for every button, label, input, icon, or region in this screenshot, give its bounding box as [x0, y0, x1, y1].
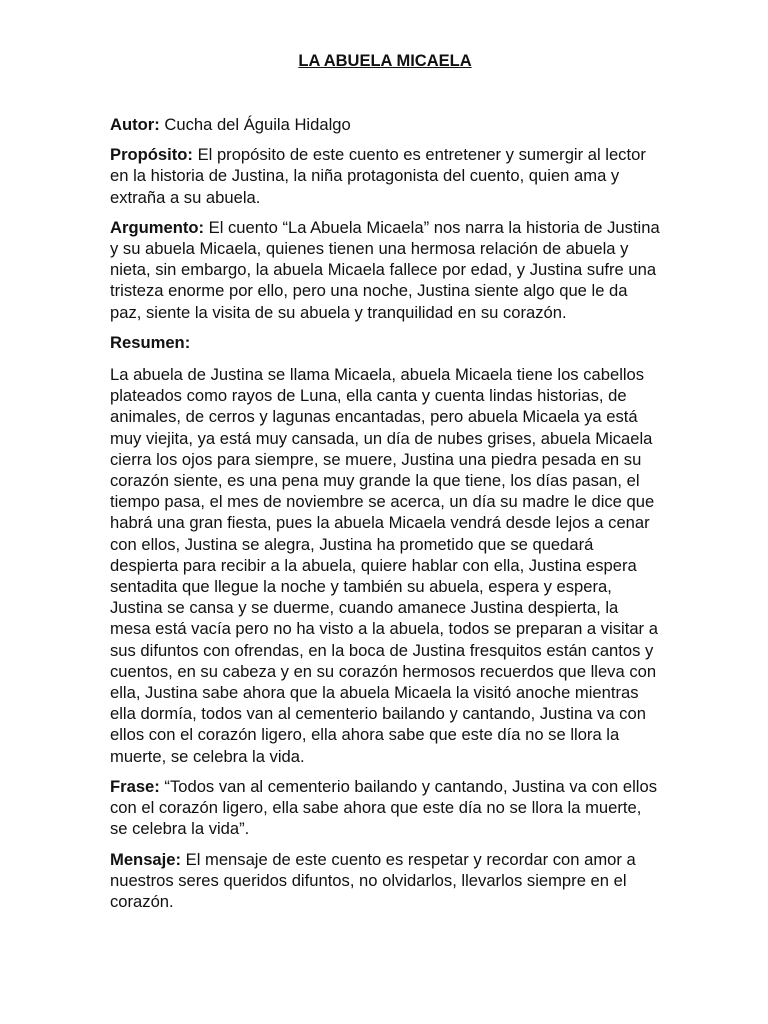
- resumen-paragraph: La abuela de Justina se llama Micaela, abuela Micaela tiene los cabellos plateados como rayos de Luna, ella canta y cuenta lindas historias, de animales, de cerros y lagunas encantadas, pero abuela Micaela ya está muy viejita, ya está muy cansada, un día de nubes grises, abuela Micaela cierra los ojos para siempre, se muere, Justina una piedra pesada en su corazón siente, es una pena muy grande la que tiene, los días pasan, el tiempo pasa, el mes de noviembre se acerca, un día su madre le dice que habrá una gran fiesta, pues la abuela Micaela vendrá desde lejos a cenar con ellos, Justina se alegra, Justina ha prometido que se quedará despierta para recibir a la abuela, quiere hablar con ella, Justina espera sentadita que llegue la noche y también su abuela, espera y espera, Justina se cansa y se duerme, cuando amanece Justina despierta, la mesa está vacía pero no ha visto a la abuela, todos se preparan a visitar a sus difuntos con ofrendas, en la boca de Justina fresquitos están cantos y cuentos, en su cabeza y en su corazón hermosos recuerdos que lleva con ella, Justina sabe ahora que la abuela Micaela la visitó anoche mientras ella dormía, todos van al cementerio bailando y cantando, Justina va con ellos con el corazón ligero, ella ahora sabe que este día no se llora la muerte, se celebra la vida.: [110, 365, 658, 766]
- frase-label: Frase:: [110, 776, 160, 796]
- argumento-paragraph: [110, 217, 660, 323]
- frase-paragraph: [110, 776, 660, 840]
- autor-label: Autor:: [110, 115, 160, 134]
- proposito-text: El propósito de este cuento es entretener y sumergir al lector en la historia de Justina, la niña protagonista del cuento, quien ama y extraña a su abuela.: [110, 145, 646, 207]
- autor-paragraph: [110, 114, 660, 135]
- mensaje-label: Mensaje:: [110, 849, 182, 869]
- mensaje-text: El mensaje de este cuento es respetar y recordar con amor a nuestros seres queridos difuntos, no olvidarlos, llevarlos siempre en el corazón.: [110, 849, 636, 911]
- proposito-paragraph: [110, 144, 660, 208]
- proposito-label: Propósito:: [110, 145, 193, 165]
- argumento-label: Argumento:: [110, 217, 205, 237]
- document-title: LA ABUELA MICAELA: [298, 52, 472, 70]
- resumen-heading: Resumen:: [110, 332, 191, 352]
- frase-text: “Todos van al cementerio bailando y cantando, Justina va con ellos con el corazón ligero, ella sabe ahora que este día no se llora la muerte, se celebra la vida”.: [110, 776, 658, 839]
- autor-text: Cucha del Águila Hidalgo: [159, 115, 351, 134]
- mensaje-paragraph: [110, 849, 660, 913]
- argumento-text: El cuento “La Abuela Micaela” nos narra la historia de Justina y su abuela Micaela, quienes tienen una hermosa relación de abuela y nieta, sin embargo, la abuela Micaela fallece por edad, y Justina sufre una tristeza enorme por ello, pero una noche, Justina siente algo que le da paz, siente la visita de su abuela y tranquilidad en su corazón.: [110, 217, 660, 322]
- document-page: [110, 50, 660, 921]
